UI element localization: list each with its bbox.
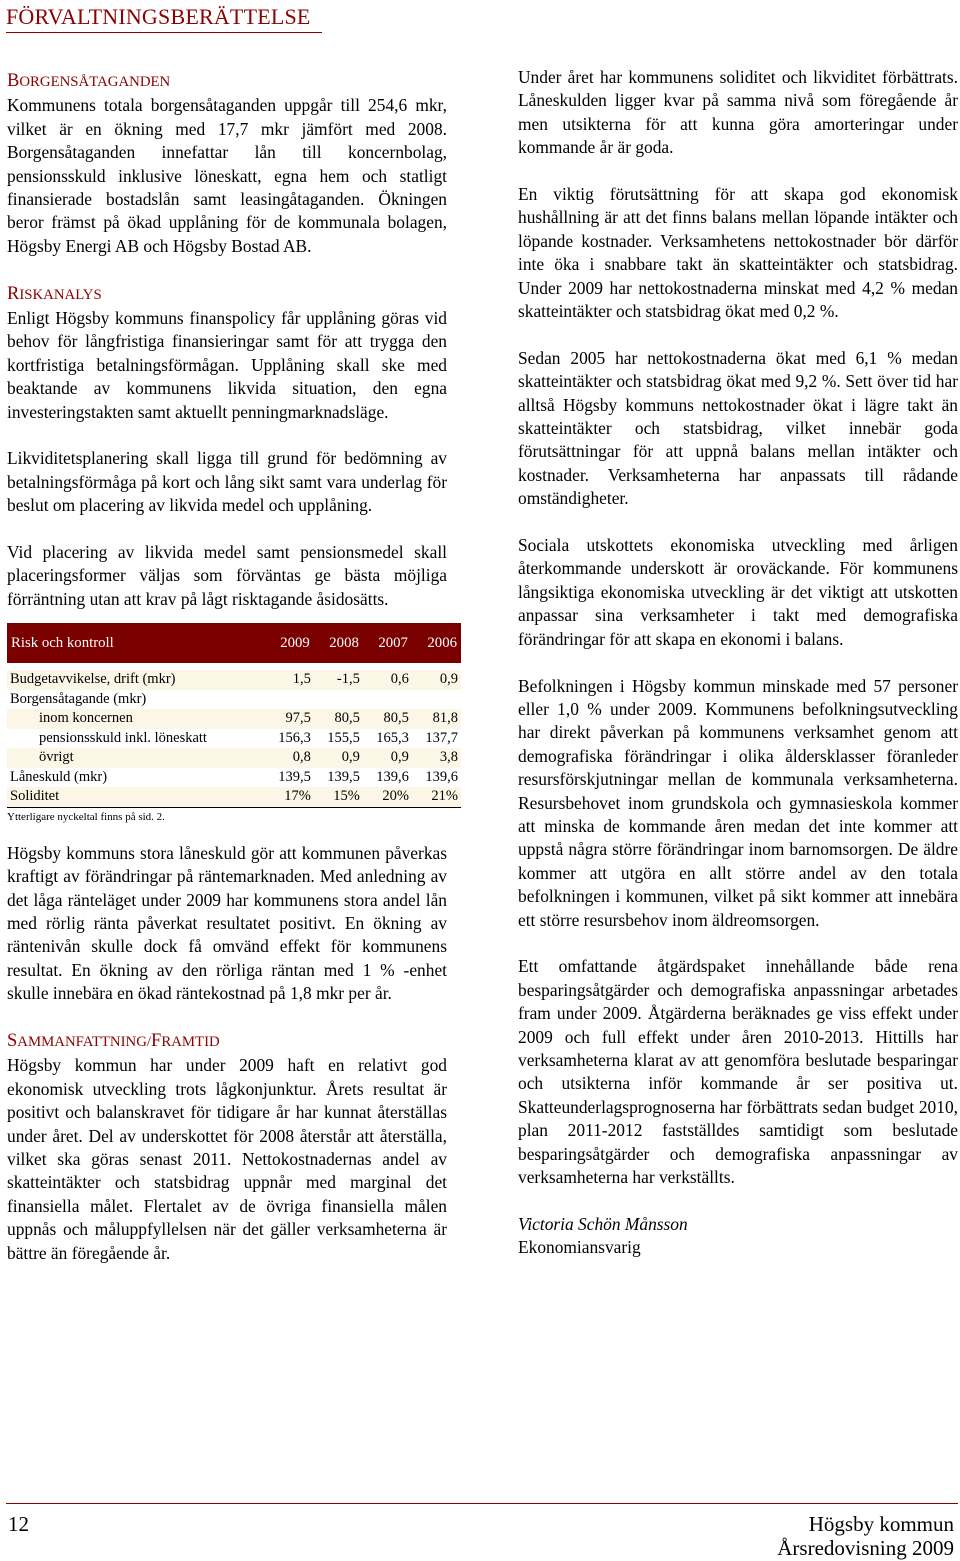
cell: 1,5 [265,670,314,690]
footer-publication [777,1512,954,1560]
cell: 0,8 [265,748,314,768]
table-header-cell: 2009 [265,623,314,663]
row-label: Budgetavvikelse, drift (mkr) [7,670,265,690]
paragraph-risk-3: Vid placering av likvida medel samt pensionsmedel skall placeringsformer väljas som förväntas ge bästa möjliga förräntning utan att krav på lågt risktagande åsidosätts. [7,542,447,609]
table-row [7,787,461,807]
page-header: FÖRVALTNINGSBERÄTTELSE [6,4,322,33]
heading-sammanfattning: SAMMANFATTNING/FRAMTID [7,1031,220,1052]
cell: 0,9 [314,748,363,768]
cell: 81,8 [412,709,461,729]
cell: 139,5 [327,768,360,785]
paragraph-befolkning: Befolkningen i Högsby kommun minskade med 57 personer eller 1,0 % under 2009. Kommunens befolkningsutveckling har direkt påverkan på kommunens verksamhet genom att demografiska förändringar i olika åldersklasser föranleder resursförskjutningar mellan de kommunala verksamheterna. Resursbehovet inom grundskola och gymnasieskola kommer att minska de kommande åren medan det inte kommer att uppstå några större förändringar inom barnomsorgen. De äldre kommer att utgöra en allt större andel av den totala befolkningen i kommunen, vilket på sikt kommer att innebära ett större resursbehov inom äldreomsorgen. [518,675,958,930]
paragraph-forutsattning: En viktig förutsättning för att skapa god ekonomisk hushållning är att det finns balans mellan löpande intäkter och löpande kostnader. Verksamhetens nettokostnader bör därför inte öka i snabbare takt än skatteintäkter och statsbidrag. Under 2009 har nettokostnaderna minskat med 4,2 % medan skatteintäkter och statsbidrag ökat med 0,2 %. [518,184,958,322]
table-row [7,690,461,710]
row-label: Borgensåtagande (mkr) [10,690,147,707]
table-row [7,670,461,690]
cell: 17% [265,787,314,807]
footer-report-title: Årsredovisning 2009 [777,1536,954,1560]
cell: 15% [314,787,363,807]
footer-rule [6,1503,958,1504]
signature-title: Ekonomiansvarig [518,1237,641,1258]
paragraph-borgen: Kommunens totala borgensåtaganden uppgår till 254,6 mkr, vilket är en ökning med 17,7 mkr jämfört med 2008. Borgensåtaganden innefattar lån till koncernbolag, pensionsskuld inklusive löneskatt, egna hem och statligt finansierade bostadslån samt leasingåtaganden. Ökningen beror främst på ökad upplåning för de kommunala bolagen, Högsby Energi AB och Högsby Bostad AB. [7,95,447,256]
cell: 80,5 [314,709,363,729]
cell: 155,5 [327,729,360,746]
paragraph-nettokostnader: Sedan 2005 har nettokostnaderna ökat med 6,1 % medan skatteintäkter och statsbidrag ökat med 9,2 %. Sett över tid har alltså Högsby kommuns nettokostnader ökat i lägre takt än skatteintäkter och statsbidrag, vilket innebär goda förutsättningar för att uppnå balans mellan intäkter och kostnader. Verksamheterna har anpassats till rådande omständigheter. [518,347,958,509]
heading-riskanalys: RISKANALYS [7,283,102,304]
table-header-cell: 2006 [412,623,461,663]
cell: 156,3 [278,729,311,746]
cell: 165,3 [376,729,409,746]
paragraph-atgardspaket: Ett omfattande åtgärdspaket innehållande både rena besparingsåtgärder och demografiska anpassningar arbetades fram under 2009. Åtgärderna beräknades ge viss effekt under 2009 och full effekt under åren 2010-2013. Hittills har verksamheterna klarat av att genomföra beslutade besparingar och utsikterna inför kommande år ser positiva ut. Skatteunderlagsprognoserna har förbättrats sedan budget 2010, plan 2011-2012 fastställdes samtidigt som beslutade besparingsåtgärder och demografiska anpassningar av verksamheterna har verkställts. [518,956,958,1188]
table-row [7,748,461,768]
cell: 0,9 [363,748,412,768]
paragraph-risk-1: Enligt Högsby kommuns finanspolicy får upplåning göras vid behov för långfristiga finansieringar samt för att trygga den kortfristiga betalningsförmågan. Upplåning skall ske med beaktande av kommunens likvida situation, den egna investeringstakten samt aktuellt penningmarknadsläge. [7,308,447,422]
table-header-row [7,623,461,663]
row-label: Låneskuld (mkr) [10,768,108,785]
right-column [518,66,958,1260]
cell: 21% [412,787,461,807]
cell: 80,5 [363,709,412,729]
table-row [7,709,461,729]
cell: 139,5 [278,768,311,785]
cell: 139,6 [376,768,409,785]
left-column [7,69,458,1265]
cell: 139,6 [425,768,458,785]
row-label: inom koncernen [7,709,265,729]
paragraph-sociala-utskottet: Sociala utskottets ekonomiska utveckling med årligen återkommande underskott är oroväckande. För kommunens långsiktiga ekonomiska utveckling är det viktigt att utskotten anpassar sina verksamheter i takt med demografiska förändringar för att skapa en ekonomi i balans. [518,535,958,649]
table-row [7,768,461,788]
risk-table [7,623,461,808]
table-header-cell: Risk och kontroll [7,623,265,663]
table-header-cell: 2007 [363,623,412,663]
cell: 3,8 [412,748,461,768]
paragraph-sammanfattning: Högsby kommun har under 2009 haft en relativt god ekonomisk utveckling trots lågkonjunktur. Årets resultat är positivt och balanskravet för tidigare år har kunnat återställas under året. Del av underskottet för 2008 återstår att återställa, vilket ska göras senast 2011. Nettokostnadernas andel av skatteintäkter och statsbidrag uppnår med marginal det finansiella målet. Flertalet av de övriga finansiella målen uppnås och måluppfyllelsen när det gäller verksamheterna är bättre än föregående år. [7,1055,447,1263]
page-number: 12 [8,1512,29,1536]
cell: 0,9 [412,670,461,690]
table-note: Ytterligare nyckeltal finns på sid. 2. [7,810,165,823]
row-label: pensionsskuld inkl. löneskatt [39,729,207,746]
cell: -1,5 [314,670,363,690]
footer-organization: Högsby kommun [808,1512,954,1536]
cell: 20% [363,787,412,807]
row-label: Soliditet [7,787,265,807]
cell: 137,7 [425,729,458,746]
paragraph-risk-2: Likviditetsplanering skall ligga till grund för bedömning av betalningsförmåga på kort och lång sikt samt vara underlag för beslut om placering av likvida medel och upplåning. [7,448,447,516]
signature-name: Victoria Schön Månsson [518,1213,688,1234]
cell: 97,5 [265,709,314,729]
table-row [7,729,461,749]
paragraph-laneskuld: Högsby kommuns stora låneskuld gör att kommunen påverkas kraftigt av förändringar på räntemarknaden. Med anledning av det låga ränteläget under 2009 har kommunens stora andel lån med rörlig ränta påverkat resultatet positivt. En ökning av räntenivån skulle dock få omvänd effekt för kommunens resultat. En ökning av den rörliga räntan med 1 % -enhet skulle innebära en ökad räntekostnad på 1,8 mkr per år. [7,842,447,1004]
cell: 0,6 [363,670,412,690]
row-label: övrigt [7,748,265,768]
heading-borgensataganden: BORGENSÅTAGANDEN [7,71,171,91]
table-header-cell: 2008 [314,623,363,663]
paragraph-soliditet: Under året har kommunens soliditet och likviditet förbättrats. Låneskulden ligger kvar på samma nivå som föregående år men utsikterna för att kunna göra amorteringar under kommande år är goda. [518,67,958,158]
